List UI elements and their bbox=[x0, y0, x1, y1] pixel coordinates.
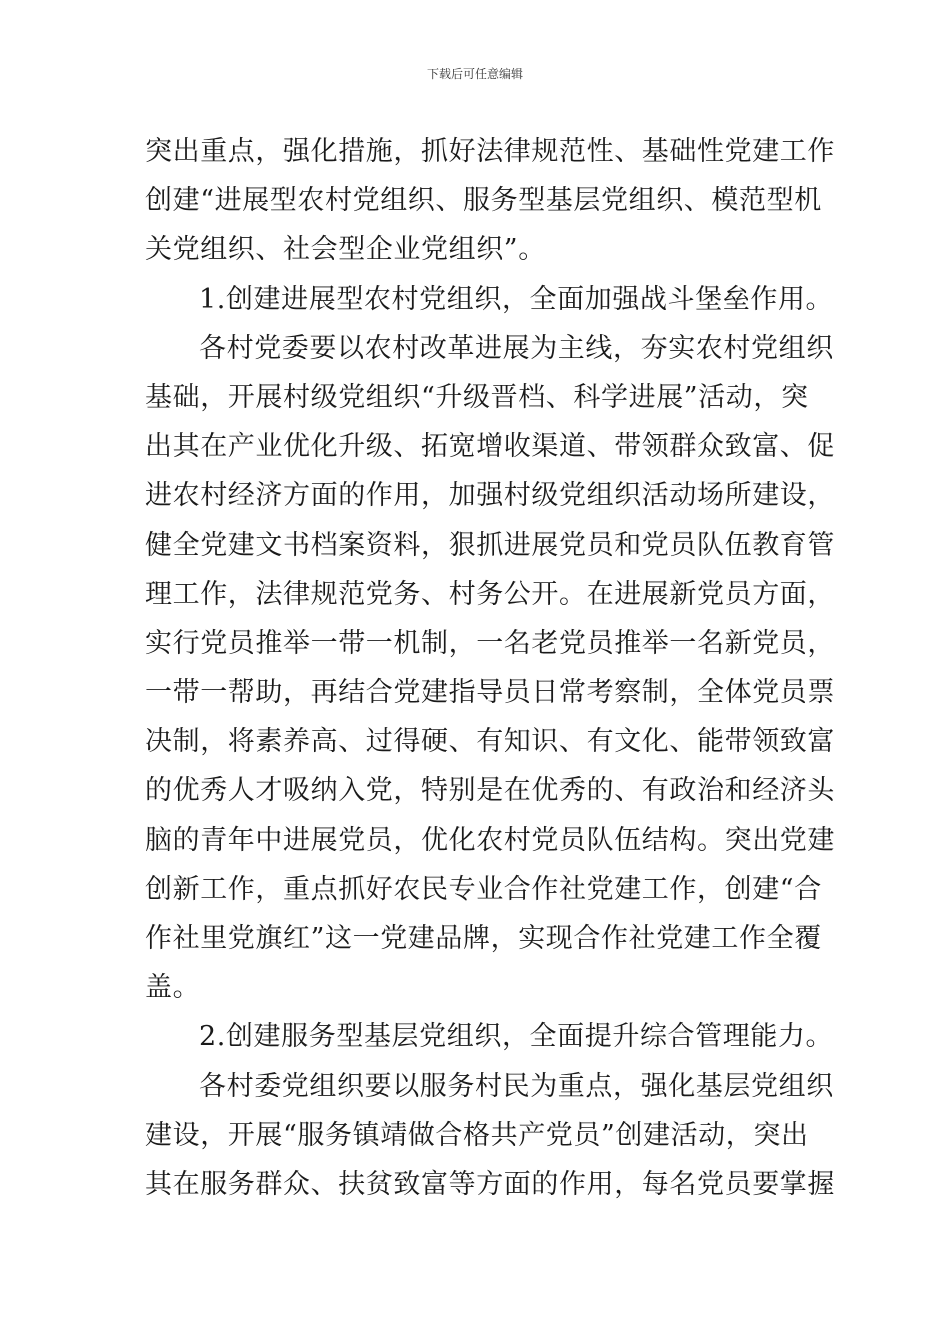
section-heading bbox=[145, 275, 834, 324]
page-header: 下载后可任意编辑 bbox=[426, 67, 523, 81]
text-line: 关党组织、社会型企业党组织”。 bbox=[145, 234, 546, 266]
paragraph bbox=[145, 127, 835, 275]
text-line: 基础，开展村级党组织“升级晋档、科学进展”活动，突 bbox=[145, 381, 809, 413]
text-line: 创新工作，重点抓好农民专业合作社党建工作，创建“合 bbox=[145, 873, 822, 905]
text-line: 实行党员推举一带一机制，一名老党员推举一名新党员， bbox=[145, 627, 835, 659]
text-line: 1.创建进展型农村党组织，全面加强战斗堡垒作用。 bbox=[199, 283, 834, 315]
text-line: 理工作，法律规范党务、村务公开。在进展新党员方面， bbox=[145, 578, 835, 610]
text-line: 2.创建服务型基层党组织，全面提升综合管理能力。 bbox=[199, 1021, 834, 1053]
text-line: 的优秀人才吸纳入党，特别是在优秀的、有政治和经济头 bbox=[145, 775, 835, 807]
text-line: 各村党委要以农村改革进展为主线，夯实农村党组织 bbox=[199, 332, 834, 364]
document-body bbox=[145, 127, 835, 1209]
section-heading bbox=[145, 1012, 834, 1061]
text-line: 盖。 bbox=[145, 972, 201, 1004]
text-line: 健全党建文书档案资料，狠抓进展党员和党员队伍教育管 bbox=[145, 529, 835, 561]
paragraph bbox=[145, 1062, 835, 1210]
text-line: 决制，将素养高、过得硬、有知识、有文化、能带领致富 bbox=[145, 726, 835, 758]
text-line: 出其在产业优化升级、拓宽增收渠道、带领群众致富、促 bbox=[145, 431, 835, 463]
text-line: 一带一帮助，再结合党建指导员日常考察制，全体党员票 bbox=[145, 677, 835, 709]
text-line: 创建“进展型农村党组织、服务型基层党组织、模范型机 bbox=[145, 185, 822, 217]
text-line: 进农村经济方面的作用，加强村级党组织活动场所建设， bbox=[145, 480, 835, 512]
text-line: 作社里党旗红”这一党建品牌，实现合作社党建工作全覆 bbox=[145, 923, 822, 954]
text-line: 突出重点，强化措施，抓好法律规范性、基础性党建工作 bbox=[145, 136, 835, 167]
text-line: 各村委党组织要以服务村民为重点，强化基层党组织 bbox=[199, 1070, 834, 1102]
text-line: 建设，开展“服务镇靖做合格共产党员”创建活动，突出 bbox=[145, 1119, 809, 1151]
text-line: 其在服务群众、扶贫致富等方面的作用，每名党员要掌握 bbox=[145, 1168, 835, 1200]
text-line: 脑的青年中进展党员，优化农村党员队伍结构。突出党建 bbox=[145, 824, 835, 856]
paragraph bbox=[145, 324, 835, 1013]
